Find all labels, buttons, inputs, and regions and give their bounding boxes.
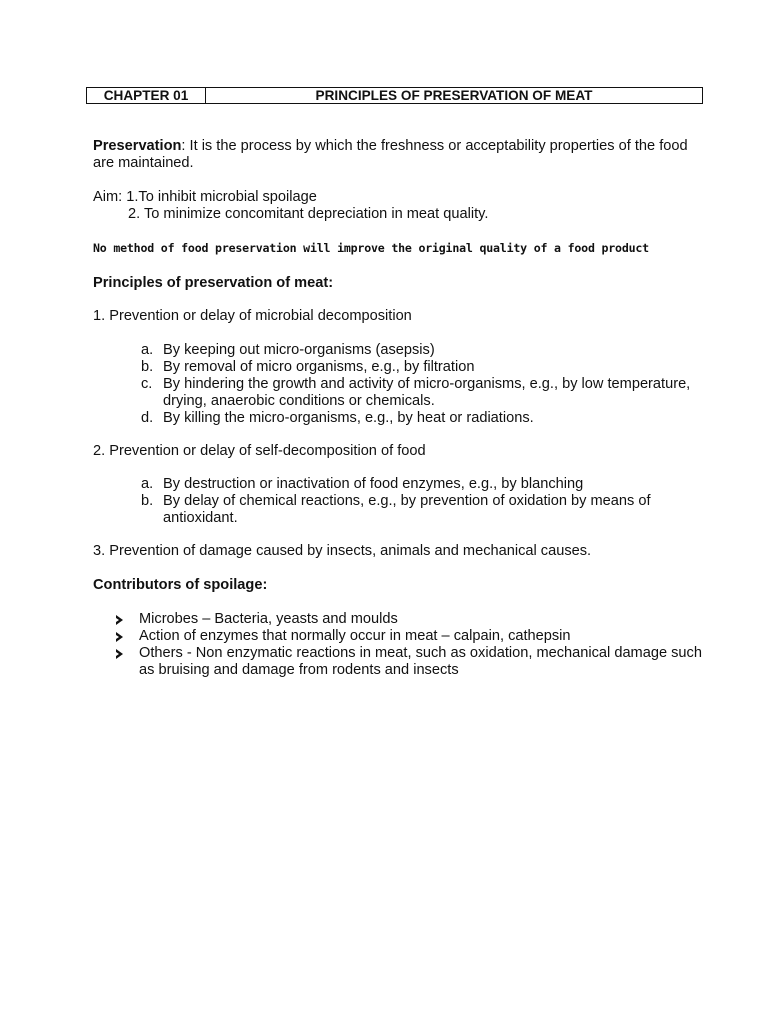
list-marker: b. bbox=[141, 493, 154, 509]
list-marker: d. bbox=[141, 410, 154, 426]
preservation-definition bbox=[93, 138, 703, 172]
list-item bbox=[93, 410, 703, 427]
list-item-text: By destruction or inactivation of food enzymes, e.g., by blanching bbox=[163, 476, 584, 492]
list-marker: a. bbox=[141, 342, 154, 358]
list-item-text: By removal of micro organisms, e.g., by filtration bbox=[163, 359, 475, 375]
list-item-text: Microbes – Bacteria, yeasts and moulds bbox=[139, 611, 398, 627]
aim-line-2: 2. To minimize concomitant depreciation in meat quality. bbox=[128, 206, 489, 222]
list-item bbox=[93, 628, 703, 645]
list-item-text: By killing the micro-organisms, e.g., by heat or radiations. bbox=[163, 410, 534, 426]
list-item bbox=[93, 376, 703, 410]
list-item-text: By delay of chemical reactions, e.g., by prevention of oxidation by means of antioxidant. bbox=[163, 493, 651, 526]
chapter-header bbox=[86, 87, 703, 104]
list-item bbox=[93, 493, 703, 527]
list-item-text: Action of enzymes that normally occur in meat – calpain, cathepsin bbox=[139, 628, 571, 644]
list-item-text: Others - Non enzymatic reactions in meat, such as oxidation, mechanical damage such as bruising and damage from rodents and insects bbox=[139, 645, 702, 678]
principle-3-title: 3. Prevention of damage caused by insects, animals and mechanical causes. bbox=[93, 543, 592, 559]
list-item bbox=[93, 476, 703, 493]
list-marker: b. bbox=[141, 359, 154, 375]
preservation-note: No method of food preservation will improve the original quality of a food product bbox=[93, 241, 649, 255]
arrow-bullet-icon bbox=[116, 649, 123, 659]
list-item bbox=[93, 342, 703, 359]
principle-2-title: 2. Prevention or delay of self-decomposition of food bbox=[93, 443, 426, 459]
principle-1-list bbox=[93, 342, 703, 427]
principle-2-list bbox=[93, 476, 703, 527]
list-item bbox=[93, 359, 703, 376]
list-marker: c. bbox=[141, 376, 153, 392]
arrow-bullet-icon bbox=[116, 615, 123, 625]
aim-section bbox=[93, 189, 703, 223]
list-item bbox=[93, 645, 703, 679]
chapter-number: CHAPTER 01 bbox=[87, 88, 206, 103]
list-item-text: By hindering the growth and activity of micro-organisms, e.g., by low temperature, drying, anaerobic conditions or chemicals. bbox=[163, 376, 691, 409]
arrow-bullet-icon bbox=[116, 632, 123, 642]
list-item-text: By keeping out micro-organisms (asepsis) bbox=[163, 342, 435, 358]
list-marker: a. bbox=[141, 476, 154, 492]
definition-term: Preservation bbox=[93, 138, 182, 154]
aim-line-1: Aim: 1.To inhibit microbial spoilage bbox=[93, 189, 317, 205]
contributors-list bbox=[93, 611, 703, 679]
chapter-title: PRINCIPLES OF PRESERVATION OF MEAT bbox=[315, 88, 593, 103]
contributors-heading: Contributors of spoilage: bbox=[93, 577, 268, 593]
definition-text: : It is the process by which the freshness or acceptability properties of the food are maintained. bbox=[93, 138, 688, 171]
principles-heading: Principles of preservation of meat: bbox=[93, 275, 334, 291]
principle-1-title: 1. Prevention or delay of microbial decomposition bbox=[93, 308, 412, 324]
list-item bbox=[93, 611, 703, 628]
